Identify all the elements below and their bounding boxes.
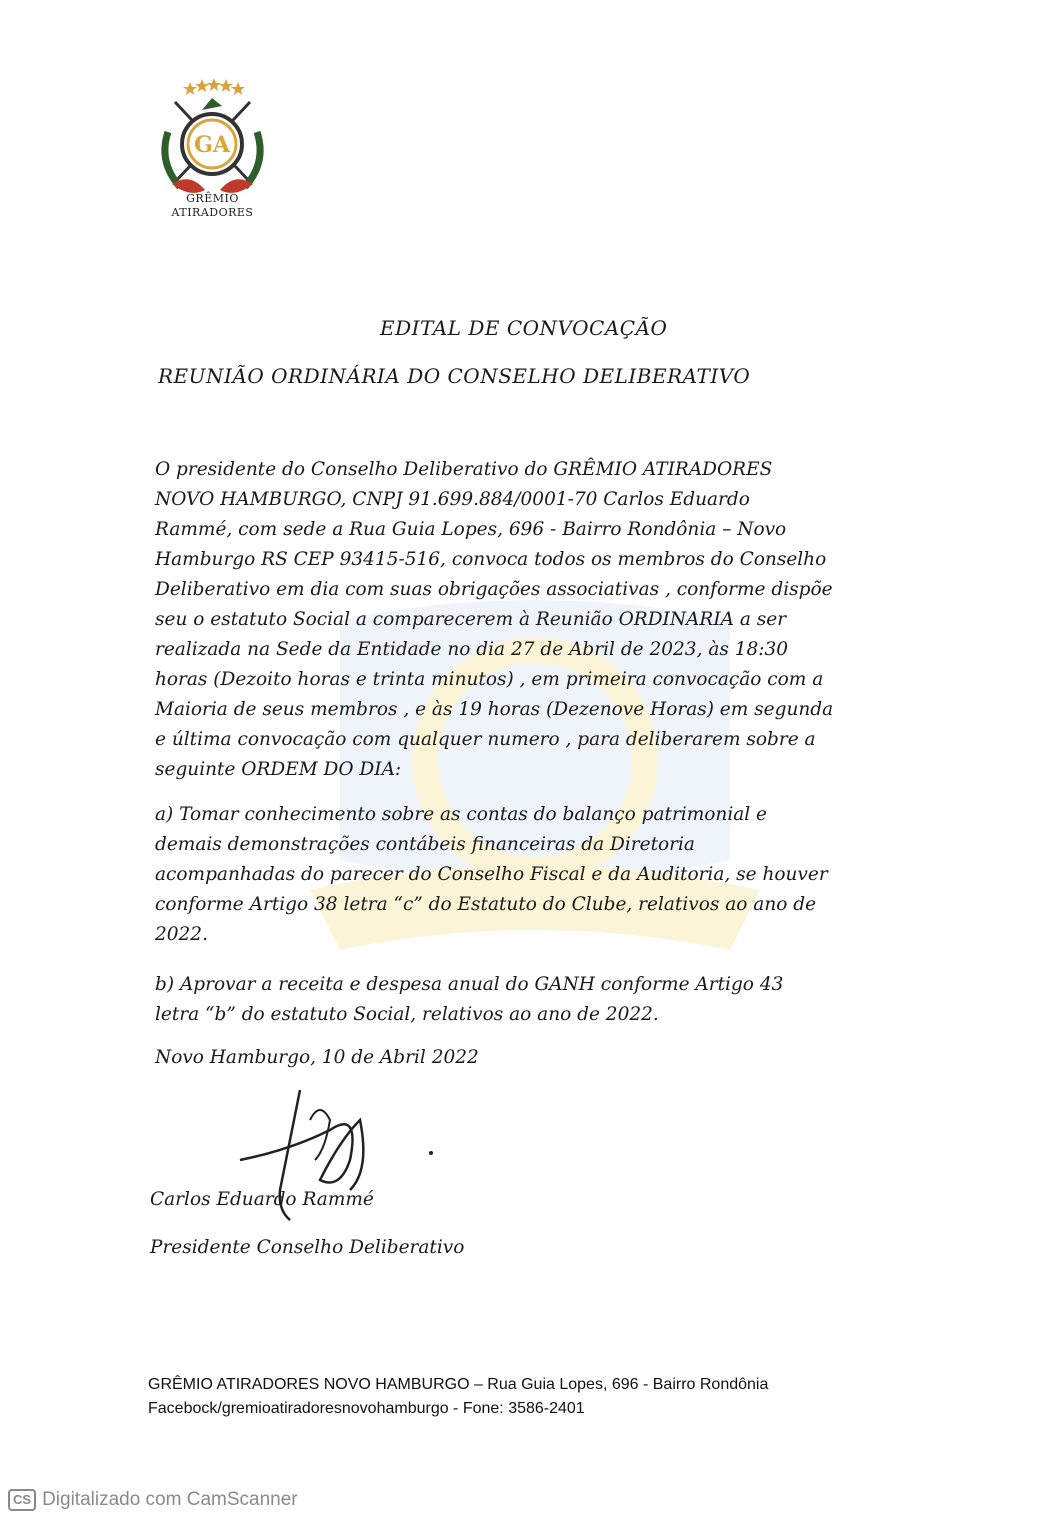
date-line: Novo Hamburgo, 10 de Abril 2022 (155, 1047, 479, 1068)
logo-text-atiradores: ATIRADORES (171, 206, 254, 219)
paragraph-line: e última convocação com qualquer numero , para deliberarem sobre a (155, 729, 816, 750)
stars-icon (183, 78, 245, 95)
item-a-line: demais demonstrações contábeis financeiras da Diretoria (155, 834, 695, 855)
item-a-line: conforme Artigo 38 letra “c” do Estatuto do Clube, relativos ao ano de (155, 894, 817, 915)
item-b-line: b) Aprovar a receita e despesa anual do GANH conforme Artigo 43 (155, 974, 784, 995)
document-title: EDITAL DE CONVOCAÇÃO (380, 316, 668, 340)
convocation-paragraph (155, 455, 880, 785)
paragraph-line: seu o estatuto Social a comparecerem à Reunião ORDINARIA a ser (155, 609, 787, 630)
paragraph-line: NOVO HAMBURGO, CNPJ 91.699.884/0001-70 Carlos Eduardo (155, 489, 750, 510)
item-a-line: 2022. (155, 924, 208, 945)
svg-text:GA: GA (194, 132, 230, 158)
paragraph-line: realizada na Sede da Entidade no dia 27 de Abril de 2023, às 18:30 (155, 639, 789, 660)
ink-mark (428, 1150, 434, 1156)
paragraph-line: horas (Dezoito horas e trinta minutos) , em primeira convocação com a (155, 669, 824, 690)
footer-contact: Facebock/gremioatiradoresnovohamburgo - Fone: 3586-2401 (148, 1400, 585, 1417)
logo-text-gremio: GRÊMIO (186, 192, 239, 205)
scanner-label: Digitalizado com CamScanner (42, 1489, 298, 1510)
agenda-item-b (155, 970, 880, 1030)
item-b-line: letra “b” do estatuto Social, relativos ao ano de 2022. (155, 1004, 659, 1025)
item-a-line: a) Tomar conhecimento sobre as contas do balanço patrimonial e (155, 804, 768, 825)
item-a-line: acompanhadas do parecer do Conselho Fiscal e da Auditoria, se houver (155, 864, 828, 885)
paragraph-line: Rammé, com sede a Rua Guia Lopes, 696 - Bairro Rondônia – Novo (155, 519, 787, 540)
paragraph-line: Maioria de seus membros , e às 19 horas (Dezenove Horas) em segunda (155, 699, 834, 720)
paragraph-line: seguinte ORDEM DO DIA: (155, 759, 402, 780)
scanner-watermark (8, 1489, 298, 1511)
signer-name: Carlos Eduardo Rammé (150, 1189, 374, 1210)
paragraph-line: Hamburgo RS CEP 93415-516, convoca todos os membros do Conselho (155, 549, 827, 570)
agenda-item-a (155, 800, 880, 950)
paragraph-line: O presidente do Conselho Deliberativo do GRÊMIO ATIRADORES (155, 459, 773, 480)
camscanner-icon: CS (8, 1489, 36, 1511)
document-subtitle: REUNIÃO ORDINÁRIA DO CONSELHO DELIBERATIVO (158, 364, 751, 388)
signer-role: Presidente Conselho Deliberativo (150, 1237, 465, 1258)
footer-address: GRÊMIO ATIRADORES NOVO HAMBURGO – Rua Guia Lopes, 696 - Bairro Rondônia (148, 1376, 769, 1393)
paragraph-line: Deliberativo em dia com suas obrigações associativas , conforme dispõe (155, 579, 833, 600)
